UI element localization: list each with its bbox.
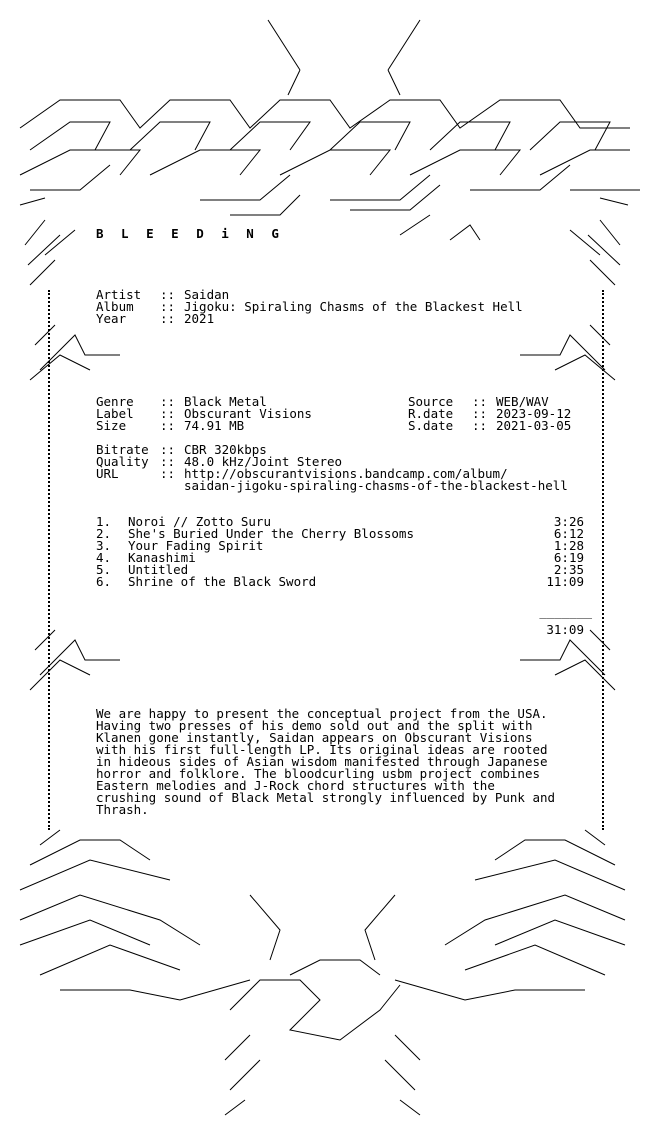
label-label: Label (96, 406, 134, 421)
right-wing-art (570, 220, 620, 285)
track-number: 2. (96, 526, 112, 541)
year-label: Year (96, 311, 127, 326)
sdate-sep: :: (472, 418, 488, 433)
artist-label: Artist (96, 287, 142, 302)
url-link-line1[interactable]: http://obscurantvisions.bandcamp.com/album/ (184, 466, 508, 481)
total-rule: _______ (539, 604, 592, 619)
track-title: She's Buried Under the Cherry Blossoms (128, 526, 414, 541)
track-time: 1:28 (553, 538, 584, 553)
separator-1-art (30, 325, 615, 380)
left-wing-art (25, 220, 75, 285)
description-line: Having two presses of his demo sold out and the split with (96, 718, 533, 733)
label-value: Obscurant Visions (184, 406, 312, 421)
source-value: WEB/WAV (496, 394, 549, 409)
sdate-label: S.date (408, 418, 454, 433)
size-sep: :: (160, 418, 176, 433)
label-sep: :: (160, 406, 176, 421)
track-title: Kanashimi (128, 550, 196, 565)
url-label: URL (96, 466, 119, 481)
source-sep: :: (472, 394, 488, 409)
description-line: We are happy to present the conceptual project from the USA. (96, 706, 548, 721)
year-value: 2021 (184, 311, 215, 326)
description-line: horror and folklore. The bloodcurling usbm project combines (96, 766, 541, 781)
quality-value: 48.0 kHz/Joint Stereo (184, 454, 343, 469)
description-line: Klanen gone instantly, Saidan appears on Obscurant Visions (96, 730, 533, 745)
artist-value: Saidan (184, 287, 230, 302)
total-time: 31:09 (546, 622, 584, 637)
track-time: 11:09 (546, 574, 584, 589)
genre-sep: :: (160, 394, 176, 409)
bitrate-value: CBR 320kbps (184, 442, 267, 457)
album-value: Jigoku: Spiraling Chasms of the Blackest Hell (184, 299, 523, 314)
description-line: in hideous sides of Asian wisdom manifested through Japanese (96, 754, 548, 769)
genre-value: Black Metal (184, 394, 267, 409)
track-title: Noroi // Zotto Suru (128, 514, 271, 529)
track-time: 2:35 (553, 562, 584, 577)
description-line: crushing sound of Black Metal strongly influenced by Punk and (96, 790, 556, 805)
bitrate-label: Bitrate (96, 442, 149, 457)
description-line: Eastern melodies and J-Rock chord structures with the (96, 778, 495, 793)
album-label: Album (96, 299, 134, 314)
track-number: 5. (96, 562, 112, 577)
genre-label: Genre (96, 394, 134, 409)
top-logo-art (20, 20, 640, 240)
artist-sep: :: (160, 287, 176, 302)
track-time: 6:12 (553, 526, 584, 541)
source-label: Source (408, 394, 454, 409)
track-title: Your Fading Spirit (128, 538, 264, 553)
rdate-sep: :: (472, 406, 488, 421)
rdate-value: 2023-09-12 (496, 406, 572, 421)
track-title: Shrine of the Black Sword (128, 574, 317, 589)
track-title: Untitled (128, 562, 189, 577)
year-sep: :: (160, 311, 176, 326)
quality-sep: :: (160, 454, 176, 469)
size-value: 74.91 MB (184, 418, 245, 433)
release-group-title: B L E E D i N G (96, 226, 284, 241)
track-number: 1. (96, 514, 112, 529)
left-border (48, 290, 52, 830)
track-number: 6. (96, 574, 112, 589)
bitrate-sep: :: (160, 442, 176, 457)
track-time: 3:26 (553, 514, 584, 529)
separator-2-art (30, 630, 615, 690)
url-link-line2[interactable]: saidan-jigoku-spiraling-chasms-of-the-blackest-hell (184, 478, 568, 493)
sdate-value: 2021-03-05 (496, 418, 572, 433)
right-border (602, 290, 606, 830)
quality-label: Quality (96, 454, 149, 469)
bottom-ornament-art (20, 830, 625, 1115)
size-label: Size (96, 418, 127, 433)
album-sep: :: (160, 299, 176, 314)
url-sep: :: (160, 466, 176, 481)
track-time: 6:19 (553, 550, 584, 565)
track-number: 4. (96, 550, 112, 565)
description-line: Thrash. (96, 802, 149, 817)
track-number: 3. (96, 538, 112, 553)
rdate-label: R.date (408, 406, 454, 421)
description-line: with his first full-length LP. Its original ideas are rooted (96, 742, 548, 757)
